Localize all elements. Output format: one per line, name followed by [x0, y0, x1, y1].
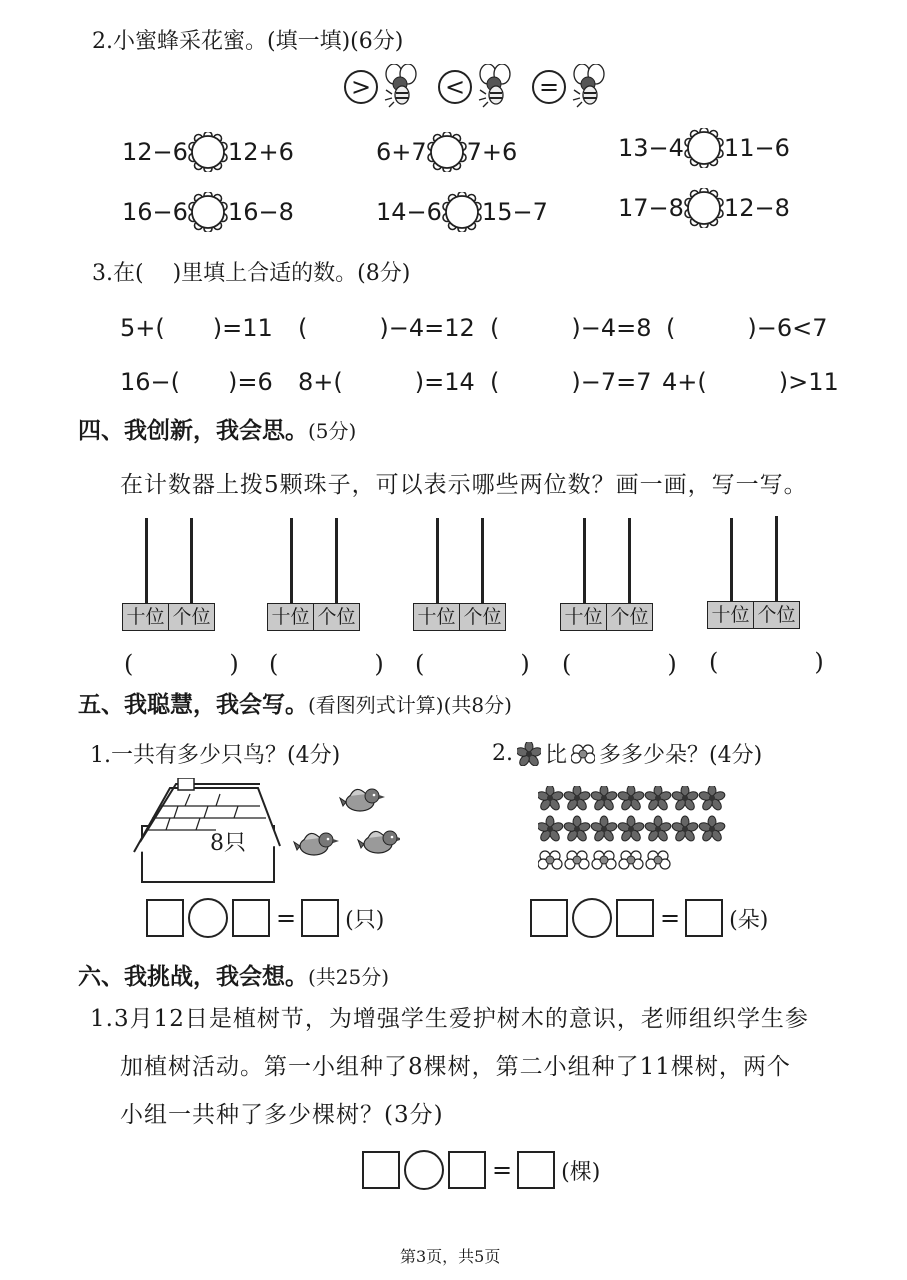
section-4-prompt: 在计数器上拨5颗珠子，可以表示哪些两位数？画一画，写一写。: [120, 472, 808, 498]
answer-box[interactable]: [530, 899, 568, 937]
section-6-score: (共25分): [308, 965, 390, 989]
operator-circle[interactable]: [188, 898, 228, 938]
bee-legend: [344, 64, 614, 110]
dark-flower-icon: [671, 816, 699, 843]
abacus-base: [560, 603, 653, 631]
abacus-rod-ones[interactable]: [775, 516, 778, 602]
dark-flower-icon: [617, 816, 645, 843]
abacus-answer[interactable]: ( ): [415, 650, 530, 678]
compare-item: [376, 192, 548, 232]
right-expr: 12−8: [723, 194, 790, 222]
abacus-base: [122, 603, 215, 631]
answer-box[interactable]: [616, 899, 654, 937]
fill-blank-item[interactable]: ( )−4=12: [298, 314, 475, 342]
right-expr: 15−7: [481, 198, 548, 226]
dark-flower-icon: [644, 786, 672, 812]
right-expr: 11−6: [723, 134, 790, 162]
ones-label: 个位: [168, 604, 214, 630]
house-icon: [134, 778, 280, 882]
section-6-heading: [78, 958, 389, 991]
abacus-answer[interactable]: ( ): [562, 650, 677, 678]
answer-box[interactable]: [146, 899, 184, 937]
abacus-rod-tens[interactable]: [730, 518, 733, 602]
tens-label: 十位: [417, 606, 456, 628]
equation-row: [530, 898, 768, 938]
left-expr: 17−8: [618, 194, 684, 222]
house-label: 8只: [210, 831, 246, 856]
s6-q1-line: 小组一共种了多少棵树？(3分): [120, 1102, 444, 1128]
bird-icon: [340, 789, 385, 811]
abacus-rod-tens[interactable]: [583, 518, 586, 604]
abacus-answer[interactable]: ( ): [269, 650, 384, 678]
compare-word: 比: [545, 743, 568, 768]
section-5-note: (看图列式计算)(共8分): [308, 693, 512, 717]
symbol-less: <: [438, 70, 472, 104]
unit-label: (只): [345, 907, 385, 933]
abacus-rod-ones[interactable]: [628, 518, 631, 604]
section-4-heading: [78, 412, 356, 445]
dark-flower-icon: [563, 786, 591, 812]
tens-label: 十位: [271, 606, 310, 628]
dark-flower-icon: [563, 816, 591, 843]
operator-circle[interactable]: [572, 898, 612, 938]
answer-box[interactable]: [362, 1151, 400, 1189]
abacus-base: [413, 603, 506, 631]
ones-label: 个位: [753, 602, 799, 628]
light-flower-icon: [571, 742, 595, 766]
s6-q1-line: 1.3月12日是植树节，为增强学生爱护树木的意识，老师组织学生参: [90, 1006, 809, 1032]
dark-flower-icon: [590, 816, 618, 843]
fill-blank-item[interactable]: ( )−6<7: [666, 314, 828, 342]
flower-answer-circle[interactable]: [684, 128, 724, 168]
left-expr: 6+7: [376, 138, 427, 166]
s5-q2-number: 2.: [492, 741, 513, 766]
s5-q2-title: [492, 738, 762, 769]
unit-label: (朵): [729, 907, 769, 933]
bee-icon: [568, 64, 614, 110]
ones-label: 个位: [606, 604, 652, 630]
dark-flower-icon: [590, 786, 618, 812]
right-expr: 16−8: [227, 198, 294, 226]
tens-label: 十位: [564, 606, 603, 628]
bee-icon: [380, 64, 426, 110]
flower-answer-circle[interactable]: [442, 192, 482, 232]
s5-q2-question: 多多少朵？(4分): [599, 743, 763, 768]
light-flower-icon: [592, 851, 616, 869]
ones-label: 个位: [313, 604, 359, 630]
abacus-rod-tens[interactable]: [145, 518, 148, 604]
q2-title: 2.小蜜蜂采花蜜。(填一填)(6分): [92, 29, 404, 54]
equals-sign: =: [492, 1156, 513, 1184]
abacus-rod-ones[interactable]: [335, 518, 338, 604]
light-flower-icon: [538, 851, 562, 869]
symbol-greater: >: [344, 70, 378, 104]
abacus-answer[interactable]: ( ): [709, 648, 824, 676]
left-expr: 12−6: [122, 138, 188, 166]
abacus-rod-ones[interactable]: [481, 518, 484, 604]
compare-item: [376, 132, 517, 172]
dark-flower-icon: [538, 816, 564, 843]
right-expr: 7+6: [466, 138, 518, 166]
flower-answer-circle[interactable]: [684, 188, 724, 228]
bird-icon: [358, 831, 400, 853]
tens-label: 十位: [126, 606, 165, 628]
dark-flower-icon: [644, 816, 672, 843]
section-6-title: 六、我挑战，我会想。: [78, 963, 308, 990]
light-flower-icon: [619, 851, 643, 869]
answer-box[interactable]: [685, 899, 723, 937]
fill-blank-item[interactable]: 5+( )=11: [120, 314, 273, 342]
section-5-heading: [78, 686, 512, 719]
dark-flower-icon: [698, 816, 726, 843]
answer-box[interactable]: [448, 1151, 486, 1189]
flower-grid: [538, 786, 738, 880]
house-birds-illustration: [130, 778, 400, 886]
section-5-title: 五、我聪慧，我会写。: [78, 691, 308, 718]
left-expr: 14−6: [376, 198, 442, 226]
light-flower-icon: [646, 851, 670, 869]
abacus-rod-ones[interactable]: [190, 518, 193, 604]
abacus-rod-tens[interactable]: [436, 518, 439, 604]
fill-blank-item[interactable]: ( )−4=8: [490, 314, 652, 342]
light-flower-icon: [565, 851, 589, 869]
flower-answer-circle[interactable]: [188, 192, 228, 232]
left-expr: 13−4: [618, 134, 684, 162]
operator-circle[interactable]: [404, 1150, 444, 1190]
answer-box[interactable]: [517, 1151, 555, 1189]
abacus-base: [267, 603, 360, 631]
s6-q1-line: 加植树活动。第一小组种了8棵树，第二小组种了11棵树，两个: [120, 1054, 791, 1080]
equation-row: [146, 898, 384, 938]
fill-blank-item[interactable]: 8+( )=14: [298, 368, 475, 396]
section-4-score: (5分): [308, 419, 357, 443]
left-expr: 16−6: [122, 198, 188, 226]
bird-icon: [294, 833, 339, 855]
dark-flower-icon: [517, 742, 541, 766]
dark-flower-icon: [538, 786, 564, 812]
q3-title: 3.在( )里填上合适的数。(8分): [92, 261, 411, 286]
equation-row: [362, 1150, 600, 1190]
unit-label: (棵): [561, 1159, 601, 1185]
compare-item: [122, 192, 294, 232]
answer-box[interactable]: [301, 899, 339, 937]
section-4-title: 四、我创新，我会思。: [78, 417, 308, 444]
abacus-answer[interactable]: ( ): [124, 650, 239, 678]
compare-item: [618, 128, 790, 168]
equals-sign: =: [276, 904, 297, 932]
compare-item: [618, 188, 790, 228]
answer-box[interactable]: [232, 899, 270, 937]
symbol-equal: =: [532, 70, 566, 104]
dark-flower-icon: [671, 786, 699, 812]
fill-blank-item[interactable]: 4+( )>11: [662, 368, 839, 396]
flower-answer-circle[interactable]: [427, 132, 467, 172]
right-expr: 12+6: [227, 138, 294, 166]
abacus-base: [707, 601, 800, 629]
page-footer: 第3页，共5页: [400, 1247, 501, 1266]
tens-label: 十位: [711, 604, 750, 626]
fill-blank-item[interactable]: 16−( )=6: [120, 368, 273, 396]
ones-label: 个位: [459, 604, 505, 630]
s5-q1-title: 1.一共有多少只鸟？(4分): [90, 743, 341, 768]
equals-sign: =: [660, 904, 681, 932]
dark-flower-icon: [617, 786, 645, 812]
flower-answer-circle[interactable]: [188, 132, 228, 172]
dark-flower-icon: [698, 786, 726, 812]
bee-icon: [474, 64, 520, 110]
abacus-rod-tens[interactable]: [290, 518, 293, 604]
compare-item: [122, 132, 294, 172]
fill-blank-item[interactable]: ( )−7=7: [490, 368, 652, 396]
